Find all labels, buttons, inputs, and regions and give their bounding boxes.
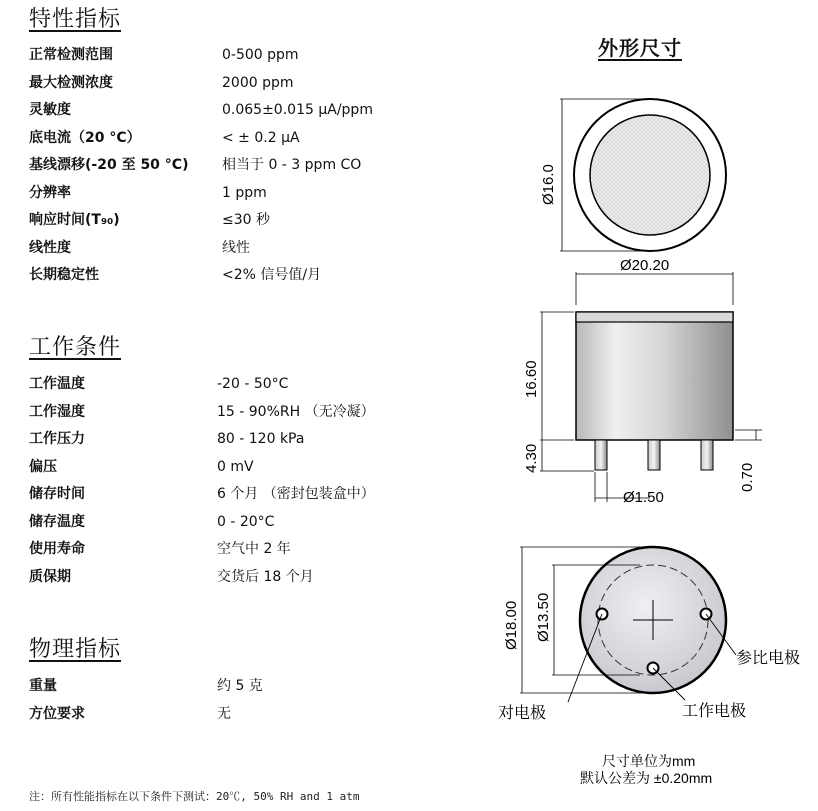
- specs-row-label: 响应时间(T₉₀): [29, 212, 120, 228]
- specs-row-value: 0-500 ppm: [222, 47, 299, 63]
- bottom-outer-diameter-label: Ø18.00: [503, 600, 520, 650]
- pin-center: [648, 440, 660, 470]
- dimensions-title: 外形尺寸: [598, 36, 682, 60]
- top-view: [540, 99, 726, 251]
- specs-row-label: 长期稳定性: [29, 267, 99, 283]
- specs-row-label: 线性度: [29, 239, 71, 256]
- specs-row-label: 基线漂移(-20 至 50 °C): [29, 157, 189, 173]
- tolerance-note: 默认公差为 ±0.20mm: [580, 770, 713, 786]
- specs-row-label: 底电流（20 °C）: [29, 129, 141, 146]
- conditions-row-value: 0 - 20°C: [217, 513, 275, 530]
- conditions-title: 工作条件: [29, 335, 122, 360]
- pin-length-label: 4.30: [523, 443, 540, 473]
- specs-row-value: < ± 0.2 µA: [222, 129, 300, 146]
- conditions-row-value: 0 mV: [217, 458, 254, 475]
- specs-row-label: 分辨率: [29, 184, 71, 201]
- body-height-label: 16.60: [523, 360, 540, 398]
- specs-row-value: <2% 信号值/月: [222, 267, 322, 283]
- specs-row-value: 2000 ppm: [222, 74, 294, 91]
- conditions-row-value: -20 - 50°C: [217, 376, 289, 392]
- conditions-row-value: 6 个月 （密封包装盒中）: [217, 486, 375, 502]
- specs-row-value: 线性: [222, 239, 250, 256]
- conditions-row-value: 80 - 120 kPa: [217, 431, 305, 447]
- physical-row-label: 方位要求: [29, 705, 85, 722]
- conditions-row-label: 质保期: [29, 568, 71, 585]
- reference-electrode-label: 参比电极: [736, 650, 801, 667]
- specs-row-value: 0.065±0.015 µA/ppm: [222, 102, 373, 118]
- footnote: 注：所有性能指标在以下条件下测试：20℃, 50% RH and 1 atm: [29, 790, 360, 803]
- conditions-row-label: 储存温度: [29, 513, 85, 530]
- pin-offset-label: 0.70: [739, 462, 756, 492]
- conditions-row-label: 工作压力: [29, 431, 85, 447]
- pin-diameter-label: Ø1.50: [623, 489, 664, 506]
- specs-row-value: 相当于 0 - 3 ppm CO: [222, 157, 362, 173]
- bottom-inner-diameter-label: Ø13.50: [535, 592, 552, 642]
- conditions-row-value: 15 - 90%RH （无冷凝）: [217, 403, 375, 420]
- working-electrode-label: 工作电极: [682, 703, 747, 720]
- sensor-drawing: [490, 80, 810, 792]
- conditions-row-label: 储存时间: [29, 486, 85, 502]
- unit-note: 尺寸单位为mm: [602, 753, 696, 769]
- conditions-row-label: 工作温度: [29, 376, 85, 392]
- conditions-row-value: 交货后 18 个月: [217, 568, 314, 585]
- conditions-row-label: 工作湿度: [29, 403, 85, 420]
- physical-row-label: 重量: [29, 678, 57, 694]
- conditions-row-value: 空气中 2 年: [217, 541, 291, 557]
- pin-left: [595, 440, 607, 470]
- side-view: [523, 257, 762, 506]
- conditions-row-label: 偏压: [29, 458, 57, 475]
- physical-row-value: 无: [217, 705, 231, 722]
- bottom-view: [498, 547, 800, 786]
- specs-row-value: ≤30 秒: [222, 212, 270, 228]
- physical-title: 物理指标: [29, 637, 122, 662]
- sensor-body: [576, 312, 733, 440]
- specs-title: 特性指标: [29, 7, 122, 32]
- body-diameter-label: Ø20.20: [620, 257, 670, 274]
- physical-row-value: 约 5 克: [217, 678, 263, 694]
- specs-row-label: 正常检测范围: [29, 47, 113, 63]
- counter-electrode-label: 对电极: [498, 705, 547, 722]
- specs-row-label: 灵敏度: [29, 102, 71, 118]
- pin-right: [701, 440, 713, 470]
- top-diameter-label: Ø16.0: [540, 164, 557, 205]
- conditions-row-label: 使用寿命: [29, 541, 85, 557]
- specs-row-value: 1 ppm: [222, 184, 267, 201]
- specs-row-label: 最大检测浓度: [29, 74, 113, 91]
